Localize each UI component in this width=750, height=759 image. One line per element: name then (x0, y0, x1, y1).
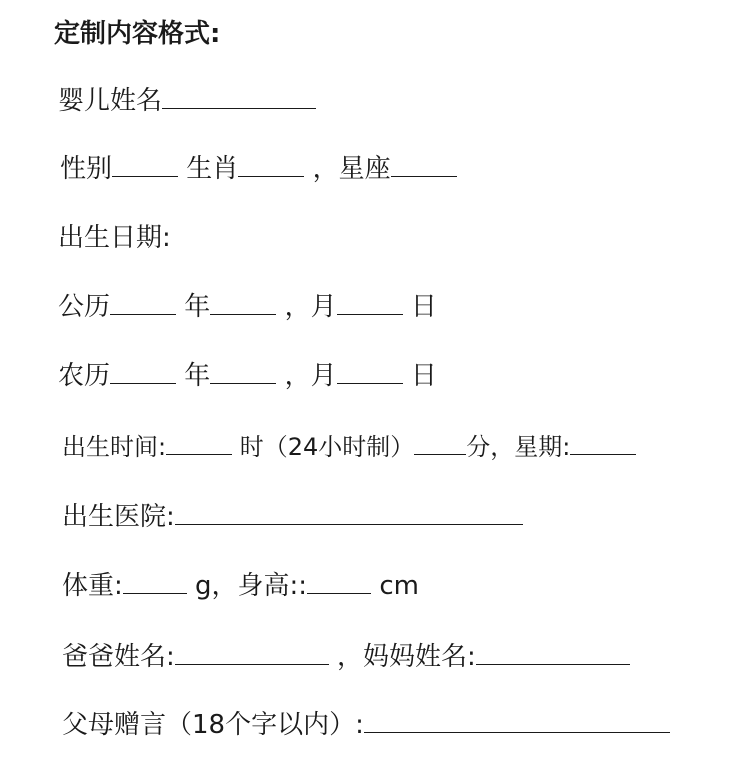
birth-hour-blank[interactable] (166, 426, 232, 455)
baby-name-blank[interactable] (162, 80, 316, 109)
solar-month-blank[interactable] (210, 286, 276, 315)
mother-name-label: 妈妈姓名: (363, 642, 476, 672)
lunar-calendar-row (58, 355, 437, 396)
solar-year-label: 年 (184, 292, 211, 322)
birth-hospital-blank[interactable] (175, 496, 523, 525)
weight-label: 体重: (62, 571, 123, 601)
constellation-label: 星座 (338, 154, 391, 184)
hour-note: 时（24小时制） (239, 433, 415, 461)
gender-zodiac-row (60, 148, 457, 189)
lunar-year-blank[interactable] (110, 355, 176, 384)
lunar-calendar-label: 农历 (58, 361, 111, 391)
lunar-month-blank[interactable] (210, 355, 276, 384)
page-title: 定制内容格式: (54, 19, 221, 49)
lunar-day-label: 日 (410, 361, 437, 391)
mother-name-blank[interactable] (476, 636, 630, 665)
gender-blank[interactable] (112, 148, 178, 177)
weight-unit-height-label: g，身高:: (195, 571, 308, 601)
birth-hospital-label: 出生医院: (62, 502, 175, 532)
minute-weekday-label: 分，星期: (466, 433, 571, 461)
birth-hospital-row (62, 496, 523, 537)
zodiac-label: 生肖 (186, 154, 239, 184)
father-name-label: 爸爸姓名: (62, 642, 175, 672)
baby-name-label: 婴儿姓名 (58, 86, 163, 116)
solar-year-blank[interactable] (110, 286, 176, 315)
gender-label: 性别 (60, 154, 113, 184)
lunar-day-blank[interactable] (337, 355, 403, 384)
solar-month-label: 月 (310, 292, 337, 322)
birth-time-label: 出生时间: (62, 433, 167, 461)
comma-4: ， (337, 642, 364, 672)
weekday-blank[interactable] (570, 426, 636, 455)
birth-date-label: 出生日期: (58, 223, 171, 253)
parents-message-blank[interactable] (364, 704, 670, 733)
birth-minute-blank[interactable] (414, 426, 466, 455)
solar-calendar-label: 公历 (58, 292, 111, 322)
birth-time-row (62, 426, 636, 467)
height-blank[interactable] (307, 565, 371, 594)
constellation-blank[interactable] (391, 148, 457, 177)
comma-1: ， (312, 154, 339, 184)
comma-2: ， (284, 292, 311, 322)
solar-day-blank[interactable] (337, 286, 403, 315)
lunar-month-label: 月 (310, 361, 337, 391)
parents-message-row (62, 704, 670, 745)
lunar-year-label: 年 (184, 361, 211, 391)
parents-message-label: 父母赠言（18个字以内）: (62, 710, 364, 740)
weight-height-row (62, 565, 419, 606)
birth-date-row (58, 218, 171, 258)
zodiac-blank[interactable] (238, 148, 304, 177)
height-unit: cm (379, 571, 419, 601)
baby-name-row (58, 80, 316, 121)
solar-day-label: 日 (410, 292, 437, 322)
weight-blank[interactable] (123, 565, 187, 594)
parents-names-row (62, 636, 630, 677)
comma-3: ， (284, 361, 311, 391)
solar-calendar-row (58, 286, 437, 327)
father-name-blank[interactable] (175, 636, 329, 665)
